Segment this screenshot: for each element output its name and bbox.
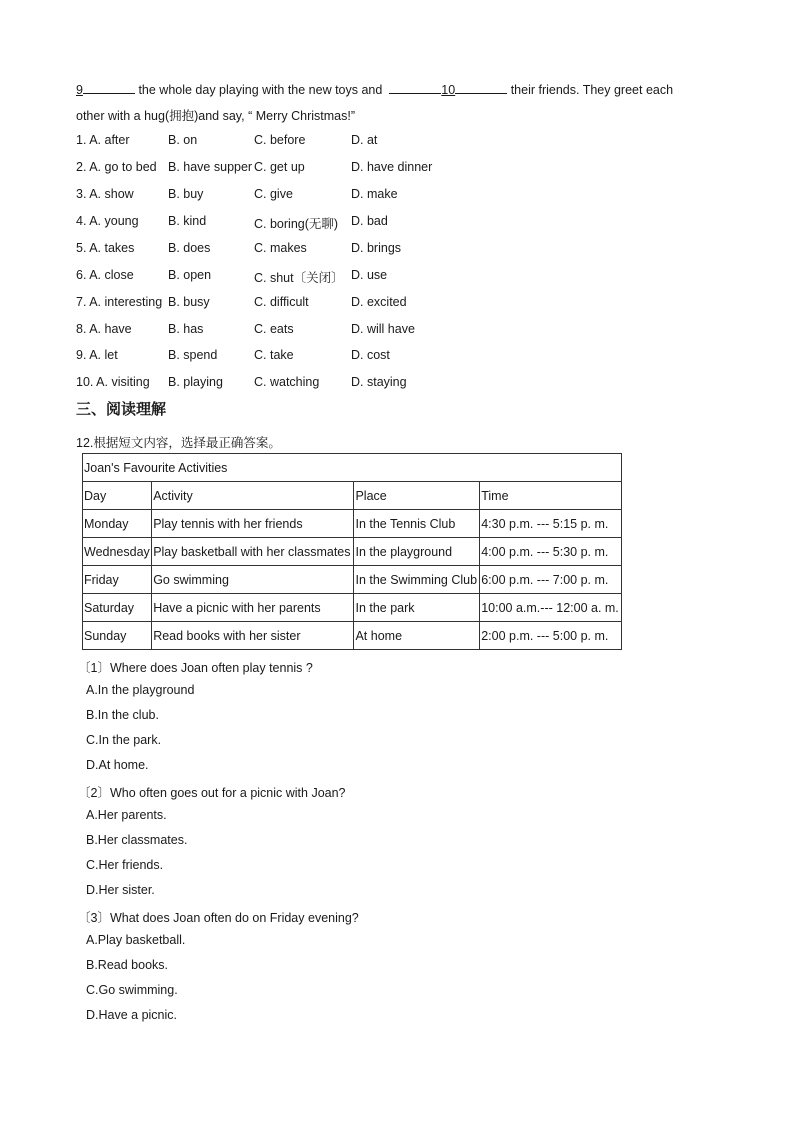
option-10-d: D. staying xyxy=(351,375,407,390)
option-9-b: B. spend xyxy=(168,348,218,363)
header-day: Day xyxy=(83,482,152,510)
cell-time: 10:00 a.m.--- 12:00 a. m. xyxy=(480,594,622,622)
question-2-text: 〔2〕Who often goes out for a picnic with Joan? xyxy=(78,786,346,800)
question-3-choice-d[interactable]: D.Have a picnic. xyxy=(86,1008,178,1022)
option-4-c: C. boring(无聊) xyxy=(254,217,339,231)
cell-time: 2:00 p.m. --- 5:00 p. m. xyxy=(480,622,622,650)
cell-place: At home xyxy=(354,622,480,650)
blank-10-line-right xyxy=(455,81,507,94)
question-2-choice-d[interactable]: D.Her sister. xyxy=(86,883,155,897)
blank-10-line-left xyxy=(389,81,441,94)
table-row xyxy=(83,510,622,538)
option-1-c: C. before xyxy=(254,133,306,147)
option-1-b: B. on xyxy=(168,133,198,147)
cloze-line-2: other with a hug(拥抱)and say, “ Merry Christmas!” xyxy=(76,109,356,123)
blank-9-number: 9 xyxy=(76,83,83,97)
blank-9-line xyxy=(83,81,135,94)
table-title-row xyxy=(83,454,622,482)
option-1-a: 1. A. after xyxy=(76,133,130,147)
section-title: 三、阅读理解 xyxy=(76,401,167,418)
option-10-a: 10. A. visiting xyxy=(76,375,150,390)
question-3-text: 〔3〕What does Joan often do on Friday evening? xyxy=(78,911,359,925)
table-title: Joan's Favourite Activities xyxy=(83,454,622,482)
table-row xyxy=(83,594,622,622)
option-1-d: D. at xyxy=(351,133,378,147)
option-3-a: 3. A. show xyxy=(76,187,134,201)
cell-activity: Go swimming xyxy=(152,566,354,594)
option-9-a: 9. A. let xyxy=(76,348,118,363)
option-6-c: C. shut〔关闭〕 xyxy=(254,271,344,285)
cell-time: 6:00 p.m. --- 7:00 p. m. xyxy=(480,566,622,594)
cell-day: Saturday xyxy=(83,594,152,622)
option-8-b: B. has xyxy=(168,321,204,336)
question-1-choice-d[interactable]: D.At home. xyxy=(86,758,149,772)
option-3-d: D. make xyxy=(351,187,398,201)
header-place: Place xyxy=(354,482,480,510)
header-time: Time xyxy=(480,482,622,510)
table-row xyxy=(83,622,622,650)
question-3-choice-c[interactable]: C.Go swimming. xyxy=(86,983,178,997)
question-12-instruction: 12.根据短文内容，选择最正确答案。 xyxy=(76,436,281,450)
option-7-c: C. difficult xyxy=(254,295,309,309)
option-9-d: D. cost xyxy=(351,348,390,363)
option-8-d: D. will have xyxy=(351,321,415,336)
table-header-row xyxy=(83,482,622,510)
option-6-a: 6. A. close xyxy=(76,268,134,282)
cell-day: Monday xyxy=(83,510,152,538)
cell-day: Sunday xyxy=(83,622,152,650)
cell-time: 4:00 p.m. --- 5:30 p. m. xyxy=(480,538,622,566)
header-activity: Activity xyxy=(152,482,354,510)
option-3-c: C. give xyxy=(254,187,293,201)
table-row xyxy=(83,566,622,594)
cell-place: In the Swimming Club xyxy=(354,566,480,594)
option-7-b: B. busy xyxy=(168,295,210,309)
question-1-choice-c[interactable]: C.In the park. xyxy=(86,733,162,747)
option-9-c: C. take xyxy=(254,348,294,363)
option-2-c: C. get up xyxy=(254,160,305,174)
cell-activity: Have a picnic with her parents xyxy=(152,594,354,622)
option-7-a: 7. A. interesting xyxy=(76,295,163,309)
option-8-a: 8. A. have xyxy=(76,321,132,336)
question-2-choice-b[interactable]: B.Her classmates. xyxy=(86,833,188,847)
cell-activity: Read books with her sister xyxy=(152,622,354,650)
cell-time: 4:30 p.m. --- 5:15 p. m. xyxy=(480,510,622,538)
option-5-c: C. makes xyxy=(254,241,307,255)
cloze-line-1 xyxy=(76,81,673,97)
cell-activity: Play tennis with her friends xyxy=(152,510,354,538)
option-4-a: 4. A. young xyxy=(76,214,139,228)
option-3-b: B. buy xyxy=(168,187,204,201)
question-3-choice-a[interactable]: A.Play basketball. xyxy=(86,933,186,947)
option-6-b: B. open xyxy=(168,268,212,282)
option-6-d: D. use xyxy=(351,268,388,282)
option-2-a: 2. A. go to bed xyxy=(76,160,157,174)
cell-place: In the Tennis Club xyxy=(354,510,480,538)
option-5-b: B. does xyxy=(168,241,211,255)
cell-place: In the park xyxy=(354,594,480,622)
option-2-b: B. have supper xyxy=(168,160,253,174)
question-3-choice-b[interactable]: B.Read books. xyxy=(86,958,168,972)
question-2-choice-c[interactable]: C.Her friends. xyxy=(86,858,164,872)
question-1-text: 〔1〕Where does Joan often play tennis ? xyxy=(78,661,313,675)
option-5-a: 5. A. takes xyxy=(76,241,135,255)
option-10-c: C. watching xyxy=(254,375,320,390)
option-7-d: D. excited xyxy=(351,295,407,309)
cloze-line-1-end: their friends. They greet each xyxy=(510,83,674,97)
option-4-b: B. kind xyxy=(168,214,207,228)
option-10-b: B. playing xyxy=(168,375,223,390)
cell-place: In the playground xyxy=(354,538,480,566)
option-5-d: D. brings xyxy=(351,241,402,255)
cell-day: Friday xyxy=(83,566,152,594)
question-1-choice-b[interactable]: B.In the club. xyxy=(86,708,159,722)
cloze-line-1-mid: the whole day playing with the new toys and xyxy=(138,83,383,97)
blank-10-number: 10 xyxy=(441,83,456,97)
activities-table xyxy=(82,453,622,650)
table-row xyxy=(83,538,622,566)
cell-day: Wednesday xyxy=(83,538,152,566)
question-1-choice-a[interactable]: A.In the playground xyxy=(86,683,195,697)
cell-activity: Play basketball with her classmates xyxy=(152,538,354,566)
option-2-d: D. have dinner xyxy=(351,160,433,174)
option-8-c: C. eats xyxy=(254,321,294,336)
option-4-d: D. bad xyxy=(351,214,388,228)
question-2-choice-a[interactable]: A.Her parents. xyxy=(86,808,167,822)
